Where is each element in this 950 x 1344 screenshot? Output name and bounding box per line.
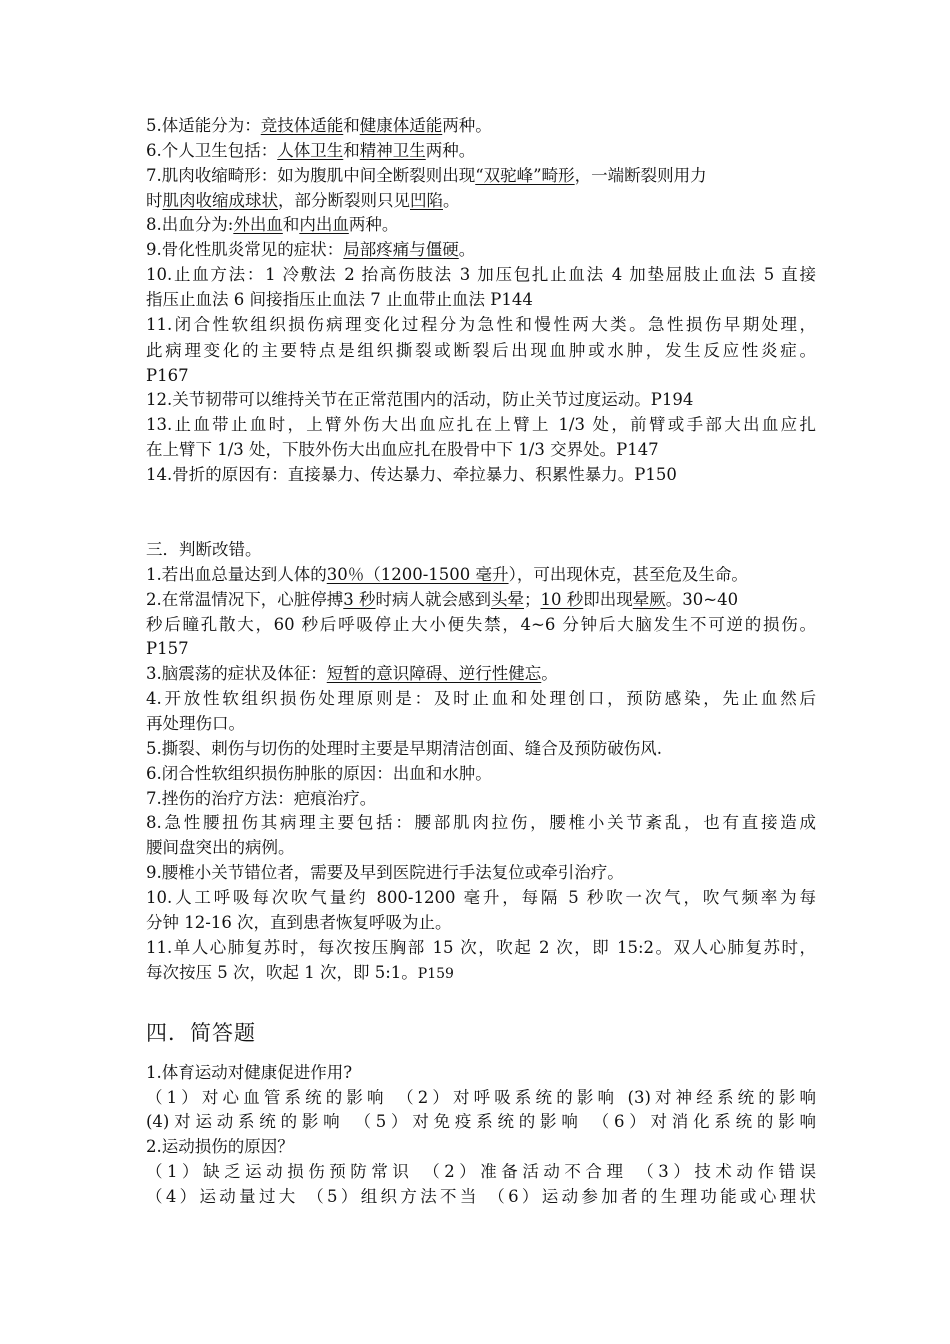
text: 即出现 (583, 590, 633, 609)
text: 8.出血分为: (146, 215, 234, 234)
answer-item: （1）对心血管系统的影响 (146, 1088, 388, 1107)
question-2: 2.运动损伤的原因？ (146, 1137, 294, 1156)
text: ，一端断裂则用力 (574, 166, 707, 185)
text: 时病人就会感到 (375, 590, 491, 609)
answer: 局部疼痛与僵硬 (343, 240, 459, 259)
fill-item-10-line2: 指压止血法 6 间接指压止血法 7 止血带止血法 P144 (146, 290, 533, 309)
judge-item-1 (146, 564, 816, 588)
fill-item-11-line2: 此病理变化的主要特点是组织撕裂或断裂后出现血肿或水肿，发生反应性炎症。 (146, 341, 816, 360)
page-ref: P159 (417, 966, 454, 982)
question-2-answers-row1 (146, 1161, 816, 1185)
answer-item: （3）技术动作错误 (637, 1162, 817, 1181)
text: 和 (343, 116, 360, 135)
text: 和 (343, 141, 360, 160)
judge-item-2-line3: P157 (146, 639, 189, 658)
text: 两种。 (348, 215, 399, 234)
judge-item-3 (146, 663, 816, 687)
section-3-title: 三．判断改错。 (146, 540, 262, 559)
question-1: 1.体育运动对健康促进作用? (146, 1063, 353, 1082)
answer: 3 秒 (343, 590, 376, 609)
fill-item-11-line3: P167 (146, 366, 189, 385)
text: ； (524, 590, 541, 609)
text: 时 (146, 191, 163, 210)
fill-item-10-line1: 10.止血方法：1 冷敷法 2 抬高伤肢法 3 加压包扎止血法 4 加垫屈肢止血法 5 直接 (146, 265, 816, 284)
answer-item: (4)对运动系统的影响 (146, 1112, 345, 1131)
text: 7.肌肉收缩畸形：如为腹肌中间全断裂则出现 (146, 166, 476, 185)
judge-item-6: 6.闭合性软组织损伤肿胀的原因：出血和水肿。 (146, 764, 492, 783)
answer: “双驼峰”畸形 (475, 166, 575, 185)
answer-item: （1）缺乏运动损伤预防常识 (146, 1162, 414, 1181)
text: 9.骨化性肌炎常见的症状： (146, 240, 344, 259)
judge-item-8-line1: 8.急性腰扭伤其病理主要包括：腰部肌肉拉伤，腰椎小关节紊乱，也有直接造成 (146, 813, 816, 832)
text: 2.在常温情况下，心脏停搏 (146, 590, 344, 609)
answer: 晕厥 (632, 590, 666, 609)
answer-item: （4）运动量过大 (146, 1187, 299, 1206)
judge-item-10-line2: 分钟 12-16 次，直到患者恢复呼吸为止。 (146, 913, 452, 932)
answer-item: （6）运动参加者的生理功能或心理状 (488, 1187, 817, 1206)
text: 3.脑震荡的症状及体征： (146, 664, 327, 683)
text: 5.体适能分为： (146, 116, 261, 135)
judge-item-4-line2: 再处理伤口。 (146, 714, 245, 733)
fill-item-7-line1 (146, 165, 816, 189)
text: 6.个人卫生包括： (146, 141, 278, 160)
fill-item-8 (146, 214, 816, 238)
question-2-answers-row2 (146, 1186, 816, 1210)
fill-item-12: 12.关节韧带可以维持关节在正常范围内的活动，防止关节过度运动。P194 (146, 390, 694, 409)
judge-item-8-line2: 腰间盘突出的病例。 (146, 838, 295, 857)
text: 。 (458, 240, 476, 259)
answer: 10 秒 (540, 590, 584, 609)
answer: 凹陷 (410, 191, 443, 210)
text: 每次按压 5 次，吹起 1 次，即 5:1。 (146, 963, 418, 982)
text: 两种。 (425, 141, 476, 160)
answer: 人体卫生 (277, 141, 344, 160)
judge-item-9: 9.腰椎小关节错位者，需要及早到医院进行手法复位或牵引治疗。 (146, 863, 624, 882)
fill-item-13-line2: 在上臂下 1/3 处，下肢外伤大出血应扎在股骨中下 1/3 交界处。P147 (146, 440, 659, 459)
fill-item-9 (146, 239, 816, 263)
text: 。 (443, 191, 460, 210)
text: ），可出现休克，甚至危及生命。 (508, 565, 748, 584)
text: 1.若出血总量达到人体的 (146, 565, 327, 584)
answer: 头晕 (491, 590, 524, 609)
text: ，部分断裂则只见 (278, 191, 410, 210)
answer: 外出血 (233, 215, 283, 234)
answer: 健康体适能 (359, 116, 443, 135)
fill-item-11-line1: 11.闭合性软组织损伤病理变化过程分为急性和慢性两大类。急性损伤早期处理， (146, 315, 816, 334)
answer-item: （5）对免疫系统的影响 (354, 1112, 583, 1131)
answer-item: （2）对呼吸系统的影响 (397, 1088, 619, 1107)
judge-item-5: 5.撕裂、刺伤与切伤的处理时主要是早期清洁创面、缝合及预防破伤风. (146, 739, 662, 758)
text: 和 (282, 215, 300, 234)
question-1-answers-row1 (146, 1087, 816, 1111)
answer: 精神卫生 (359, 141, 426, 160)
judge-item-2-line2: 秒后瞳孔散大，60 秒后呼吸停止大小便失禁，4~6 分钟后大脑发生不可逆的损伤。 (146, 615, 816, 634)
fill-item-13-line1: 13.止血带止血时，上臂外伤大出血应扎在上臂上 1/3 处，前臂或手部大出血应扎 (146, 415, 816, 434)
question-1-answers-row2 (146, 1111, 816, 1135)
answer: 30％（1200-1500 毫升 (326, 565, 509, 584)
fill-item-5 (146, 115, 816, 139)
fill-item-14: 14.骨折的原因有：直接暴力、传达暴力、牵拉暴力、积累性暴力。P150 (146, 465, 677, 484)
judge-item-11-line2 (146, 962, 816, 986)
text: 两种。 (442, 116, 492, 135)
judge-item-4-line1: 4.开放性软组织损伤处理原则是：及时止血和处理创口，预防感染，先止血然后 (146, 689, 816, 708)
answer-item: (3)对神经系统的影响 (627, 1088, 817, 1107)
judge-item-2-line1 (146, 589, 816, 613)
answer-item: （5）组织方法不当 (307, 1187, 480, 1206)
answer-item: （6）对消化系统的影响 (592, 1112, 817, 1131)
judge-item-11-line1: 11.单人心肺复苏时，每次按压胸部 15 次，吹起 2 次，即 15:2。双人心肺复苏时， (146, 938, 816, 957)
answer: 内出血 (299, 215, 349, 234)
section-4-title: 四．简答题 (146, 1021, 256, 1045)
text: 。 (541, 664, 558, 683)
answer: 竞技体适能 (260, 116, 344, 135)
fill-item-7-line2 (146, 190, 816, 214)
judge-item-10-line1: 10.人工呼吸每次吹气量约 800-1200 毫升，每隔 5 秒吹一次气，吹气频率为每 (146, 888, 816, 907)
answer: 短暂的意识障碍、逆行性健忘 (326, 664, 542, 683)
fill-item-6 (146, 140, 816, 164)
text: 。30~40 (665, 590, 739, 609)
judge-item-7: 7.挫伤的治疗方法：疤痕治疗。 (146, 789, 377, 808)
answer-item: （2）准备活动不合理 (423, 1162, 628, 1181)
answer: 肌肉收缩成球状 (162, 191, 278, 210)
